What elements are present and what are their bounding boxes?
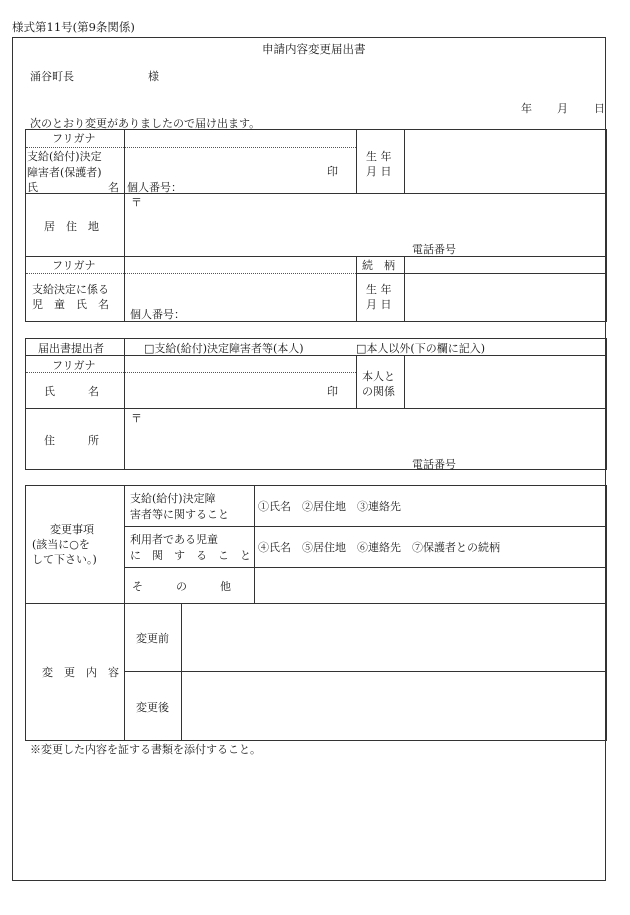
row2-options[interactable]: ④氏名 ⑤居住地 ⑥連絡先 ⑦保護者との続柄 bbox=[258, 541, 500, 554]
name-label-1: 氏 bbox=[27, 181, 38, 194]
child-label-2: 児 童 氏 名 bbox=[32, 298, 109, 311]
birth2-label-2: 月 日 bbox=[366, 298, 392, 311]
applicant-table bbox=[25, 129, 607, 322]
change-items-label-2: (該当に○を bbox=[32, 538, 90, 551]
furigana-label-2: フリガナ bbox=[52, 259, 96, 272]
my-number-label: 個人番号： bbox=[127, 181, 182, 194]
row1-label-2: 害者等に関すること bbox=[130, 508, 229, 521]
row2-label-2: に 関 す る こ と bbox=[130, 549, 251, 562]
form-number: 様式第11号(第9条関係) bbox=[12, 20, 135, 34]
row3-label: そ の 他 bbox=[132, 580, 231, 593]
row1-options[interactable]: ①氏名 ②居住地 ③連絡先 bbox=[258, 500, 401, 513]
change-content-label: 変 更 内 容 bbox=[42, 666, 119, 679]
row1-label-1: 支給(給付)決定障 bbox=[130, 492, 216, 505]
honorific: 様 bbox=[148, 70, 159, 83]
name-label-2: 名 bbox=[108, 181, 119, 194]
postal-mark-2: 〒 bbox=[131, 412, 142, 425]
my-number-label-2: 個人番号： bbox=[130, 308, 185, 321]
child-label-1: 支給決定に係る bbox=[32, 283, 109, 296]
intro-text: 次のとおり変更がありましたので届け出ます。 bbox=[30, 117, 261, 130]
applicant-label-1: 支給(給付)決定 bbox=[27, 150, 102, 163]
submitter-table bbox=[25, 338, 607, 470]
furigana-label-3: フリガナ bbox=[52, 359, 96, 372]
submitter-label: 届出書提出者 bbox=[38, 342, 104, 355]
date-year[interactable]: 年 bbox=[521, 102, 532, 115]
phone-label-2: 電話番号 bbox=[412, 458, 456, 471]
date-month[interactable]: 月 bbox=[557, 102, 568, 115]
submitter-name-label: 氏 名 bbox=[44, 385, 99, 398]
residence-label: 居 住 地 bbox=[44, 220, 99, 233]
date-day[interactable]: 日 bbox=[594, 102, 605, 115]
form-title: 申請内容変更届出書 bbox=[262, 42, 366, 56]
applicant-label-2: 障害者(保護者) bbox=[27, 166, 102, 179]
furigana-label: フリガナ bbox=[52, 132, 96, 145]
footnote: ※変更した内容を証する書類を添付すること。 bbox=[30, 743, 261, 756]
addressee: 涌谷町長 bbox=[30, 70, 74, 83]
change-items-label-1: 変更事項 bbox=[50, 523, 94, 536]
birth-label-1: 生 年 bbox=[366, 150, 392, 163]
seal-mark-2: 印 bbox=[327, 385, 338, 398]
relation-label-2: の関係 bbox=[362, 385, 395, 398]
before-label: 変更前 bbox=[136, 632, 169, 645]
phone-label: 電話番号 bbox=[412, 243, 456, 256]
relation-label-1: 本人と bbox=[362, 370, 395, 383]
relationship-label: 続 柄 bbox=[362, 259, 395, 272]
postal-mark: 〒 bbox=[131, 196, 142, 209]
seal-mark: 印 bbox=[327, 165, 338, 178]
birth-label-2: 月 日 bbox=[366, 165, 392, 178]
option-self-checkbox[interactable]: □ 支給(給付)決定障害者等(本人) bbox=[144, 340, 304, 356]
address-label: 住 所 bbox=[44, 434, 99, 447]
change-table bbox=[25, 485, 607, 741]
birth2-label-1: 生 年 bbox=[366, 283, 392, 296]
after-label: 変更後 bbox=[136, 701, 169, 714]
option-other-checkbox[interactable]: □ 本人以外(下の欄に記入) bbox=[356, 340, 485, 356]
change-items-label-3: して下さい。) bbox=[32, 553, 97, 566]
row2-label-1: 利用者である児童 bbox=[130, 533, 218, 546]
